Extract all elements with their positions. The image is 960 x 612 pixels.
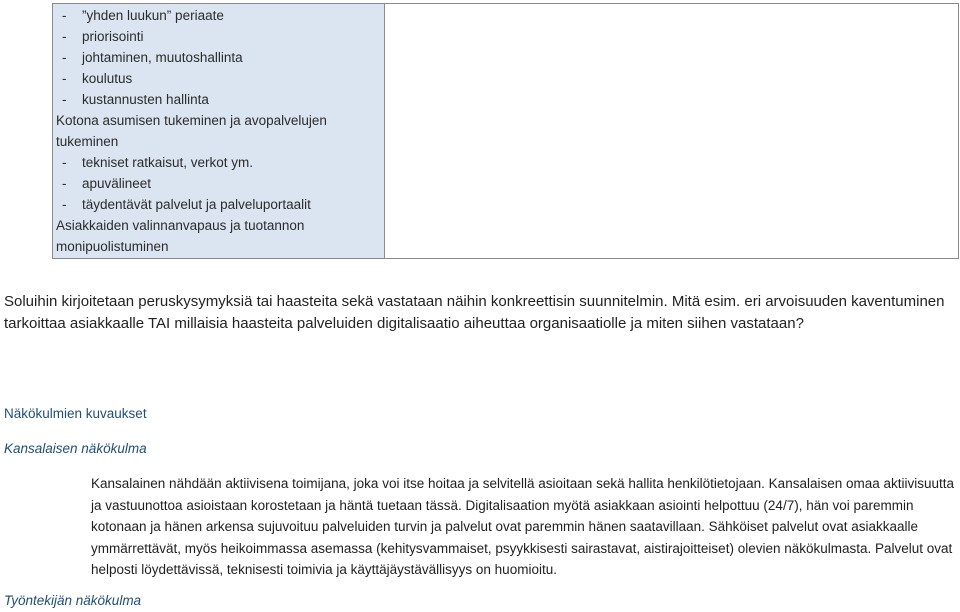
list-item: - koulutus — [62, 71, 133, 86]
section-heading: Näkökulmien kuvaukset — [4, 406, 147, 421]
list-item: - apuvälineet — [62, 176, 152, 191]
list-item: - ”yhden luukun” periaate — [62, 8, 224, 23]
list-item: monipuolistuminen — [56, 239, 169, 254]
worker-heading: Työntekijän näkökulma — [4, 593, 142, 608]
table-cell-left — [53, 4, 385, 258]
list-item: - johtaminen, muutoshallinta — [62, 50, 243, 65]
table-cell-right — [385, 4, 958, 258]
list-item: - täydentävät palvelut ja palveluportaalit — [62, 197, 311, 212]
content-table — [52, 3, 959, 259]
question-paragraph: Soluihin kirjoitetaan peruskysymyksiä tai haasteita sekä vastataan näihin konkreettisin suunnitelmin. Mitä esim. eri arvoisuuden kaventuminen tarkoittaa asiakkaalle TAI millaisia haasteita palveluiden digitalisaatio aiheuttaa organisaatiolle ja miten siihen vastataan? — [4, 293, 945, 332]
citizen-paragraph: Kansalainen nähdään aktiivisena toimijana, joka voi itse hoitaa ja selvitellä asioitaan sekä hallita henkilötietojaan. Kansalaisen omaa aktiivisuutta ja vastuunottoa asioistaan korostetaan ja häntä tuetaan tässä. Digitalisaation myötä asiakkaan asiointi helpottuu (24/7), hän voi paremmin kotonaan ja hänen arkensa sujuvoituu palveluiden turvin ja palvelut ovat paremmin hänen saatavillaan. Sähköiset palvelut ovat asiakkaalle ymmärrettävät, myös heikoimmassa asemassa (kehitysvammaiset, psyykkisesti sairastavat, aistirajoitteiset) olevien näkökulmasta. Palvelut ovat helposti löydettävissä, teknisesti toimivia ja käyttäjäystävällisyys on huomioitu. — [91, 476, 955, 577]
citizen-heading: Kansalaisen näkökulma — [4, 441, 147, 456]
list-item: - priorisointi — [62, 29, 144, 44]
list-item: tukeminen — [56, 134, 119, 149]
list-item: Kotona asumisen tukeminen ja avopalvelujen — [56, 113, 327, 128]
list-item: - tekniset ratkaisut, verkot ym. — [62, 155, 254, 170]
list-item: Asiakkaiden valinnanvapaus ja tuotannon — [56, 218, 305, 233]
list-item: - kustannusten hallinta — [62, 92, 209, 107]
